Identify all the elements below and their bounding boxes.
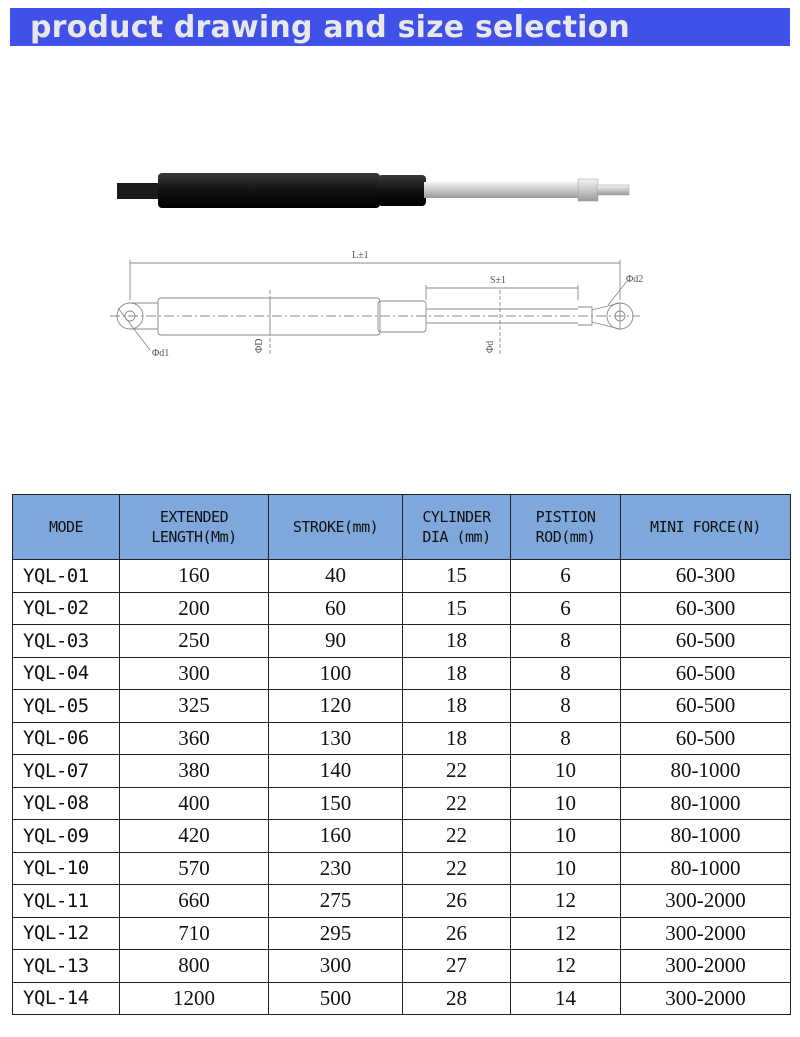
cell-extended-length: 1200: [120, 982, 269, 1015]
stroke-label: S±1: [490, 275, 507, 286]
cell-extended-length: 570: [120, 852, 269, 885]
cell-mini-force: 60-500: [621, 722, 791, 755]
length-label: L±1: [352, 250, 369, 261]
table-row: [13, 657, 791, 690]
gas-spring-drawing: [0, 150, 800, 390]
cell-piston-rod: 6: [511, 592, 621, 625]
cell-cylinder-dia: 22: [403, 820, 511, 853]
cell-mode: YQL-04: [13, 657, 120, 690]
cell-mode: YQL-02: [13, 592, 120, 625]
cell-extended-length: 325: [120, 690, 269, 723]
cell-mini-force: 60-500: [621, 657, 791, 690]
cell-stroke: 500: [269, 982, 403, 1015]
cell-mode: YQL-01: [13, 560, 120, 593]
cell-cylinder-dia: 15: [403, 592, 511, 625]
cell-stroke: 150: [269, 787, 403, 820]
table-row: [13, 917, 791, 950]
column-header-mode: MODE: [13, 495, 120, 560]
cell-stroke: 160: [269, 820, 403, 853]
title-banner: [10, 8, 790, 46]
column-header-extended-length: EXTENDED LENGTH(Mm): [120, 495, 269, 560]
cell-cylinder-dia: 18: [403, 657, 511, 690]
table-header-row: [13, 495, 791, 560]
cell-extended-length: 250: [120, 625, 269, 658]
cell-extended-length: 160: [120, 560, 269, 593]
cell-mode: YQL-10: [13, 852, 120, 885]
D-label: ΦD: [254, 338, 265, 353]
cell-piston-rod: 12: [511, 885, 621, 918]
cell-stroke: 130: [269, 722, 403, 755]
gas-spring-photo: [117, 173, 629, 208]
cell-piston-rod: 12: [511, 950, 621, 983]
cell-mode: YQL-07: [13, 755, 120, 788]
cell-cylinder-dia: 26: [403, 917, 511, 950]
d1-label: Φd1: [152, 348, 170, 359]
cell-extended-length: 660: [120, 885, 269, 918]
cell-mode: YQL-08: [13, 787, 120, 820]
cell-mini-force: 60-300: [621, 560, 791, 593]
cell-stroke: 60: [269, 592, 403, 625]
cell-mode: YQL-14: [13, 982, 120, 1015]
cell-mode: YQL-03: [13, 625, 120, 658]
cell-piston-rod: 10: [511, 755, 621, 788]
cell-stroke: 295: [269, 917, 403, 950]
cell-stroke: 230: [269, 852, 403, 885]
cell-cylinder-dia: 15: [403, 560, 511, 593]
cell-mode: YQL-12: [13, 917, 120, 950]
cell-mini-force: 80-1000: [621, 820, 791, 853]
cell-mode: YQL-09: [13, 820, 120, 853]
cell-stroke: 100: [269, 657, 403, 690]
d2-label: Φd2: [626, 274, 644, 285]
cell-mode: YQL-11: [13, 885, 120, 918]
size-selection-table: [12, 494, 791, 1015]
cell-extended-length: 360: [120, 722, 269, 755]
cell-mini-force: 80-1000: [621, 755, 791, 788]
cell-cylinder-dia: 22: [403, 852, 511, 885]
table-row: [13, 722, 791, 755]
cell-piston-rod: 8: [511, 657, 621, 690]
cell-cylinder-dia: 22: [403, 755, 511, 788]
table-row: [13, 755, 791, 788]
cell-piston-rod: 8: [511, 690, 621, 723]
d-label: Φd: [485, 340, 496, 353]
column-header-mini-force: MINI FORCE(N): [621, 495, 791, 560]
cell-mini-force: 80-1000: [621, 787, 791, 820]
table-row: [13, 560, 791, 593]
cell-piston-rod: 12: [511, 917, 621, 950]
cell-mini-force: 60-500: [621, 625, 791, 658]
table-row: [13, 982, 791, 1015]
table-row: [13, 592, 791, 625]
cell-cylinder-dia: 18: [403, 722, 511, 755]
cell-stroke: 120: [269, 690, 403, 723]
cell-stroke: 40: [269, 560, 403, 593]
page-title: product drawing and size selection: [30, 10, 630, 45]
cell-cylinder-dia: 26: [403, 885, 511, 918]
column-header-cylinder-dia: CYLINDER DIA (mm): [403, 495, 511, 560]
cell-piston-rod: 14: [511, 982, 621, 1015]
cell-extended-length: 400: [120, 787, 269, 820]
technical-drawing: [110, 260, 640, 355]
cell-extended-length: 300: [120, 657, 269, 690]
cell-extended-length: 380: [120, 755, 269, 788]
cell-piston-rod: 10: [511, 787, 621, 820]
table-row: [13, 820, 791, 853]
cell-stroke: 140: [269, 755, 403, 788]
cell-mini-force: 300-2000: [621, 950, 791, 983]
cell-piston-rod: 6: [511, 560, 621, 593]
cell-stroke: 300: [269, 950, 403, 983]
cell-cylinder-dia: 18: [403, 690, 511, 723]
cell-piston-rod: 8: [511, 722, 621, 755]
cell-piston-rod: 10: [511, 852, 621, 885]
cell-cylinder-dia: 22: [403, 787, 511, 820]
table-row: [13, 787, 791, 820]
cell-cylinder-dia: 28: [403, 982, 511, 1015]
column-header-stroke: STROKE(mm): [269, 495, 403, 560]
cell-cylinder-dia: 27: [403, 950, 511, 983]
cell-mini-force: 60-500: [621, 690, 791, 723]
cell-extended-length: 710: [120, 917, 269, 950]
table-row: [13, 852, 791, 885]
cell-mode: YQL-05: [13, 690, 120, 723]
cell-mode: YQL-13: [13, 950, 120, 983]
column-header-piston-rod: PISTION ROD(mm): [511, 495, 621, 560]
table-row: [13, 690, 791, 723]
cell-mini-force: 300-2000: [621, 917, 791, 950]
cell-piston-rod: 8: [511, 625, 621, 658]
cell-extended-length: 420: [120, 820, 269, 853]
cell-mini-force: 80-1000: [621, 852, 791, 885]
cell-stroke: 275: [269, 885, 403, 918]
cell-mini-force: 60-300: [621, 592, 791, 625]
cell-extended-length: 200: [120, 592, 269, 625]
cell-extended-length: 800: [120, 950, 269, 983]
cell-stroke: 90: [269, 625, 403, 658]
cell-cylinder-dia: 18: [403, 625, 511, 658]
cell-piston-rod: 10: [511, 820, 621, 853]
cell-mini-force: 300-2000: [621, 982, 791, 1015]
cell-mode: YQL-06: [13, 722, 120, 755]
table-row: [13, 885, 791, 918]
table-row: [13, 625, 791, 658]
table-row: [13, 950, 791, 983]
cell-mini-force: 300-2000: [621, 885, 791, 918]
